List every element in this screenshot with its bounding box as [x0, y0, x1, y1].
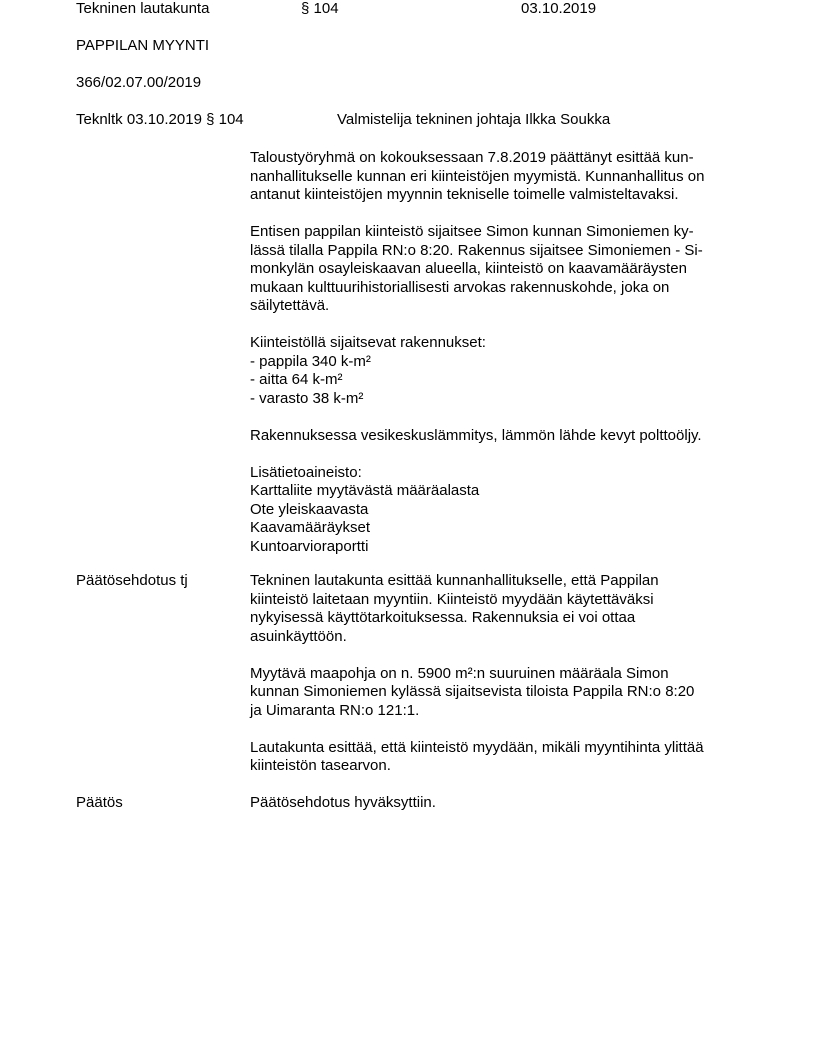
text-line: Lisätietoaineisto: — [250, 463, 362, 481]
text-line: Lautakunta esittää, että kiinteistö myydään, mikäli myyntihinta ylittää — [250, 738, 704, 756]
text-line: nanhallitukselle kunnan eri kiinteistöjen myymistä. Kunnanhallitus on — [250, 167, 705, 185]
attachment-item: Kaavamääräykset — [250, 519, 371, 536]
decision-text: Päätösehdotus hyväksyttiin. — [250, 794, 436, 811]
text-line: Entisen pappilan kiinteistö sijaitsee Simon kunnan Simoniemen ky- — [250, 223, 694, 240]
record-number: 366/02.07.00/2019 — [76, 74, 202, 91]
attachment-item: Ote yleiskaavasta — [250, 500, 369, 518]
text-line: monkylän osayleiskaavan alueella, kiinteistö on kaavamääräysten — [250, 260, 687, 277]
text-line: ja Uimaranta RN:o 121:1. — [250, 701, 420, 719]
text-line: Taloustyöryhmä on kokouksessaan 7.8.2019 päättänyt esittää kun- — [250, 149, 694, 166]
text-line: kunnan Simoniemen kylässä sijaitsevista tiloista Pappila RN:o 8:20 — [250, 683, 695, 700]
attachment-item: Karttaliite myytävästä määräalasta — [250, 482, 480, 499]
committee-name: Tekninen lautakunta — [76, 0, 210, 17]
decision-label: Päätös — [76, 794, 123, 811]
reference-label: Teknltk 03.10.2019 § 104 — [76, 111, 244, 128]
text-line: asuinkäyttöön. — [250, 627, 347, 645]
text-line: Tekninen lautakunta esittää kunnanhallitukselle, että Pappilan — [250, 572, 659, 589]
text-line: Rakennuksessa vesikeskuslämmitys, lämmön lähde kevyt polttoöljy. — [250, 426, 702, 444]
list-item: - pappila 340 k-m² — [250, 352, 371, 370]
text-line: mukaan kulttuurihistoriallisesti arvokas rakennuskohde, joka on — [250, 278, 670, 296]
text-line: kiinteistö laitetaan myyntiin. Kiinteistö myydään käytettäväksi — [250, 590, 654, 608]
text-line: nykyisessä käyttötarkoituksessa. Rakennuksia ei voi ottaa — [250, 609, 636, 626]
document-title: PAPPILAN MYYNTI — [76, 37, 210, 54]
text-line: Kiinteistöllä sijaitsevat rakennukset: — [250, 334, 486, 351]
text-line: säilytettävä. — [250, 297, 330, 314]
list-item: - varasto 38 k-m² — [250, 389, 364, 407]
meeting-date: 03.10.2019 — [521, 0, 597, 17]
preparation-text — [250, 149, 750, 556]
text-line: Myytävä maapohja on n. 5900 m²:n suuruinen määräala Simon — [250, 664, 669, 682]
list-item: - aitta 64 k-m² — [250, 371, 343, 388]
attachment-item: Kuntoarvioraportti — [250, 537, 369, 555]
text-line: lässä tilalla Pappila RN:o 8:20. Rakennus sijaitsee Simoniemen - Si- — [250, 241, 703, 259]
text-line: antanut kiinteistöjen myynnin tekniselle toimelle valmisteltavaksi. — [250, 186, 679, 203]
proposal-text — [250, 572, 750, 776]
preparer-line: Valmistelija tekninen johtaja Ilkka Soukka — [337, 111, 611, 128]
proposal-label: Päätösehdotus tj — [76, 572, 188, 589]
section-number: § 104 — [301, 0, 339, 17]
text-line: kiinteistön tasearvon. — [250, 757, 391, 774]
